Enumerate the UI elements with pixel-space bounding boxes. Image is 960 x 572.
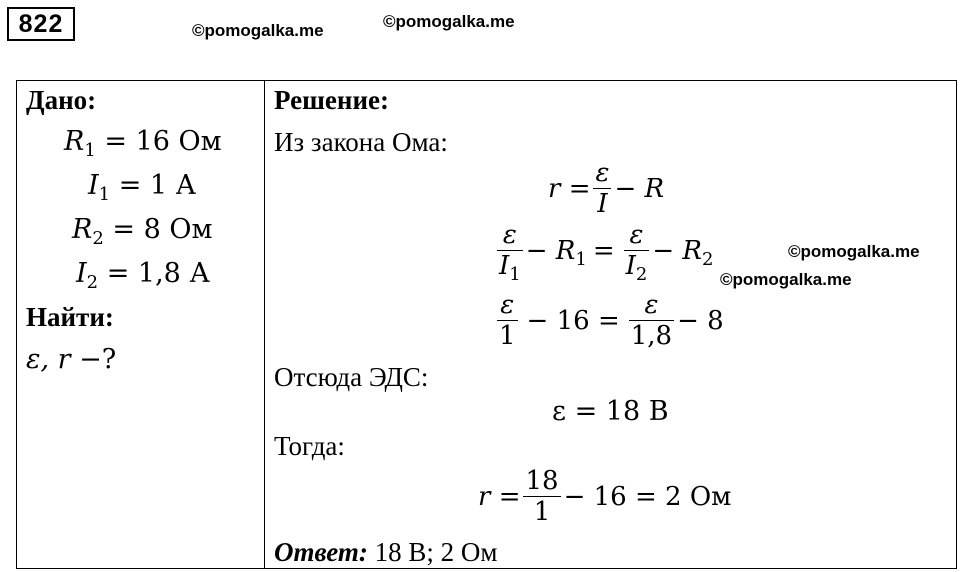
problem-number: 822: [7, 7, 75, 41]
equation-substituted: [494, 290, 724, 351]
given-sub: 1: [84, 140, 96, 161]
eq-lhs: r =: [478, 481, 521, 512]
given-var: R: [64, 126, 85, 157]
den-var: I: [499, 251, 510, 281]
watermark: ©pomogalka.me: [192, 21, 324, 40]
given-var: I: [76, 258, 87, 289]
den-var: I: [625, 251, 636, 281]
given-value: = 16 Ом: [104, 126, 222, 157]
eq-mid: − 16 =: [526, 305, 620, 336]
fraction-numerator: 18: [525, 466, 559, 496]
given-var: R: [72, 214, 93, 245]
fraction-denominator: 1: [499, 321, 516, 351]
given-heading: Дано:: [26, 85, 97, 115]
column-divider: [264, 80, 265, 569]
emf-label: Отсюда ЭДС:: [274, 362, 429, 392]
fraction-numerator: ε: [502, 220, 517, 250]
find-heading: Найти:: [26, 302, 114, 332]
eq-end: [652, 235, 714, 270]
solution-intro: Из закона Ома:: [274, 127, 448, 157]
end-var: − R: [652, 235, 702, 266]
given-line: [72, 214, 213, 249]
fraction: [593, 158, 611, 219]
fraction: [523, 466, 560, 527]
eq-rest: − 16 = 2 Ом: [563, 481, 732, 512]
mid-sub: 1: [575, 248, 587, 270]
fraction-numerator: ε: [500, 290, 515, 320]
fraction: [629, 290, 674, 351]
given-line: [76, 258, 210, 293]
end-sub: 2: [702, 248, 714, 270]
fraction-denominator: 1,8: [630, 321, 673, 351]
answer-line: [274, 536, 497, 568]
solution-heading: Решение:: [274, 85, 389, 115]
fraction-denominator: 1: [533, 497, 551, 527]
find-suffix: −?: [79, 344, 117, 375]
fraction-denominator: [497, 251, 523, 285]
emf-result: ε = 18 В: [552, 396, 669, 427]
eq-end: − 8: [677, 305, 724, 336]
fraction: [497, 290, 518, 351]
given-value: = 1 А: [118, 170, 197, 201]
fraction: [624, 220, 650, 285]
fraction-denominator: I: [597, 189, 608, 219]
given-value: = 1,8 А: [106, 258, 210, 289]
watermark: ©pomogalka.me: [383, 12, 515, 31]
den-sub: 2: [635, 264, 648, 285]
equation-system: [494, 220, 714, 285]
given-line: [88, 170, 197, 205]
equation-ohm: [548, 158, 664, 219]
mid-var: − R: [525, 235, 576, 266]
fraction: [497, 220, 523, 285]
equation-resistance: [478, 466, 731, 527]
eq-sign: =: [592, 235, 615, 266]
given-line: [64, 126, 222, 161]
watermark: ©pomogalka.me: [788, 242, 920, 261]
given-sub: 2: [92, 228, 104, 249]
eq-mid: [525, 235, 587, 270]
then-label: Тогда:: [274, 431, 345, 461]
eq-lhs: r =: [548, 173, 591, 204]
fraction-denominator: [624, 251, 650, 285]
answer-label: Ответ:: [274, 537, 368, 567]
watermark: ©pomogalka.me: [720, 270, 852, 289]
find-line: [26, 344, 116, 376]
find-vars: ε, r: [26, 344, 71, 375]
given-var: I: [88, 170, 99, 201]
fraction-numerator: ε: [629, 220, 644, 250]
given-sub: 2: [86, 272, 99, 293]
eq-rest: − R: [614, 173, 665, 204]
fraction-numerator: ε: [644, 290, 659, 320]
given-sub: 1: [98, 184, 111, 205]
given-value: = 8 Ом: [112, 214, 213, 245]
answer-value: 18 В; 2 Ом: [374, 537, 498, 567]
den-sub: 1: [509, 264, 521, 285]
fraction-numerator: ε: [595, 158, 610, 188]
